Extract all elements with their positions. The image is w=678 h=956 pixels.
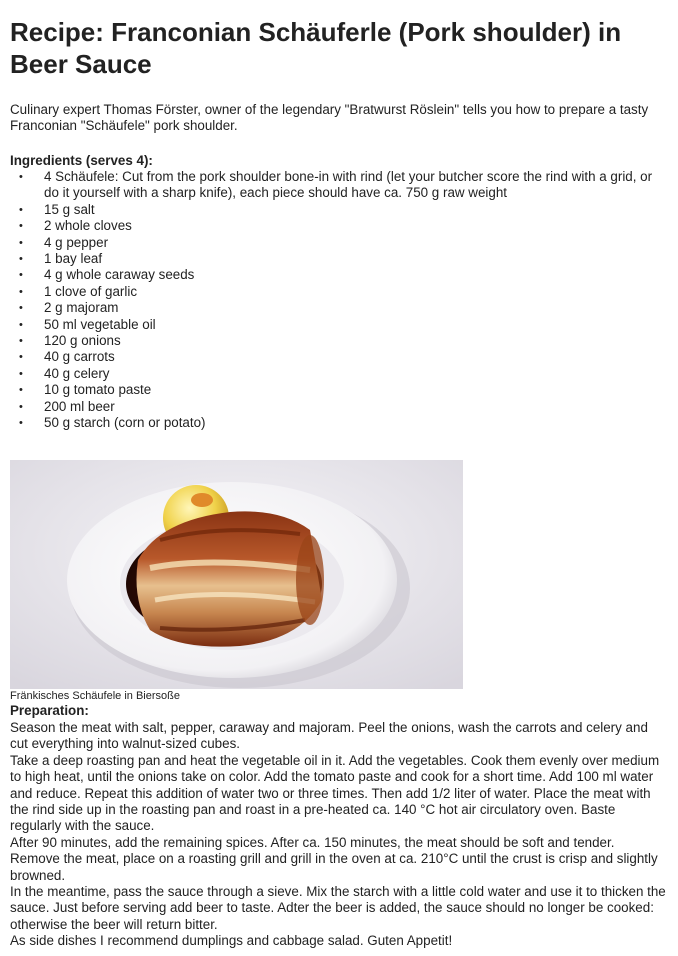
ingredients-heading: Ingredients (serves 4): [10, 153, 153, 168]
preparation-paragraph: Take a deep roasting pan and heat the vegetable oil in it. Add the vegetables. Cook them evenly over medium to high heat, until the onions take on color. Add the tomato paste and cook for a short time. Add 100 ml water and reduce. Repeat this addition of water two or three times. Then add 1/2 liter of water. Place the meat with the rind side up in the roasting pan and roast in a pre-heated ca. 140 °C hot air circulatory oven. Baste regularly with the sauce. [10, 752, 660, 834]
ingredient-text: 10 g tomato paste [44, 382, 152, 398]
preparation-paragraph: Season the meat with salt, pepper, caraway and majoram. Peel the onions, wash the carrots and celery and cut everything into walnut-sized cubes. [10, 720, 648, 752]
ingredient-item [10, 415, 666, 431]
ingredient-text: 2 g majoram [44, 300, 119, 316]
dish-photo [10, 460, 463, 689]
ingredient-item [10, 251, 666, 267]
ingredient-item [10, 349, 666, 365]
bullet-icon: • [19, 335, 23, 348]
ingredient-item [10, 399, 666, 415]
ingredient-item [10, 300, 666, 316]
ingredient-text: 1 clove of garlic [44, 283, 138, 299]
bullet-icon: • [19, 171, 23, 183]
ingredient-text: 4 g pepper [44, 234, 109, 250]
intro-paragraph: Culinary expert Thomas Förster, owner of the legendary "Bratwurst Röslein" tells you how to prepare a tasty Franconian "Schäufele" pork shoulder. [10, 102, 649, 133]
ingredient-item [10, 169, 666, 202]
recipe-document [10, 16, 666, 949]
preparation-heading: Preparation: [10, 703, 89, 718]
bullet-icon: • [19, 417, 23, 430]
ingredient-text: 4 g whole caraway seeds [44, 267, 195, 283]
bullet-icon: • [19, 400, 23, 413]
ingredient-text: 2 whole cloves [44, 218, 132, 234]
bullet-icon: • [19, 285, 23, 298]
ingredient-item [10, 382, 666, 398]
ingredient-item [10, 284, 666, 300]
ingredient-item [10, 267, 666, 283]
bullet-icon: • [19, 220, 23, 233]
ingredient-item [10, 333, 666, 349]
ingredient-item [10, 366, 666, 382]
bullet-icon: • [19, 384, 23, 397]
ingredient-text: 120 g onions [44, 333, 121, 349]
preparation-body [10, 720, 666, 950]
schaeufele-plate-image [10, 460, 463, 689]
bullet-icon: • [19, 253, 23, 266]
ingredient-item [10, 317, 666, 333]
bullet-icon: • [19, 302, 23, 315]
photo-caption: Fränkisches Schäufele in Biersoße [10, 690, 180, 702]
bullet-icon: • [19, 203, 23, 216]
ingredient-item [10, 218, 666, 234]
ingredient-item [10, 202, 666, 218]
bullet-icon: • [19, 351, 23, 364]
ingredient-item [10, 235, 666, 251]
preparation-paragraph: As side dishes I recommend dumplings and cabbage salad. Guten Appetit! [10, 933, 453, 949]
bullet-icon: • [19, 367, 23, 380]
ingredient-text: 1 bay leaf [44, 251, 103, 267]
ingredient-text: 50 g starch (corn or potato) [44, 415, 206, 431]
preparation-paragraph: In the meantime, pass the sauce through a sieve. Mix the starch with a little cold water and use it to thicken the sauce. Just before serving add beer to taste. Adter the beer is added, the sauce should no longer be cooked: otherwise the beer will return bitter. [10, 884, 666, 932]
ingredient-text: 4 Schäufele: Cut from the pork shoulder bone-in with rind (let your butcher score the rind with a grid, or do it yourself with a sharp knife), each piece should have ca. 750 g raw weight [44, 169, 653, 201]
preparation-paragraph: After 90 minutes, add the remaining spices. After ca. 150 minutes, the meat should be soft and tender. Remove the meat, place on a roasting grill and grill in the oven at ca. 210°C until the crust is crisp and slightly browned. [10, 834, 658, 883]
ingredient-text: 50 ml vegetable oil [44, 316, 156, 332]
ingredient-text: 200 ml beer [44, 398, 115, 414]
bullet-icon: • [19, 269, 23, 282]
ingredients-list [10, 169, 666, 432]
bullet-icon: • [19, 236, 23, 249]
page-title: Recipe: Franconian Schäuferle (Pork shoulder) in Beer Sauce [10, 17, 622, 79]
ingredient-text: 40 g celery [44, 365, 110, 381]
bullet-icon: • [19, 318, 23, 331]
ingredient-text: 40 g carrots [44, 349, 115, 365]
ingredient-text: 15 g salt [44, 201, 95, 217]
